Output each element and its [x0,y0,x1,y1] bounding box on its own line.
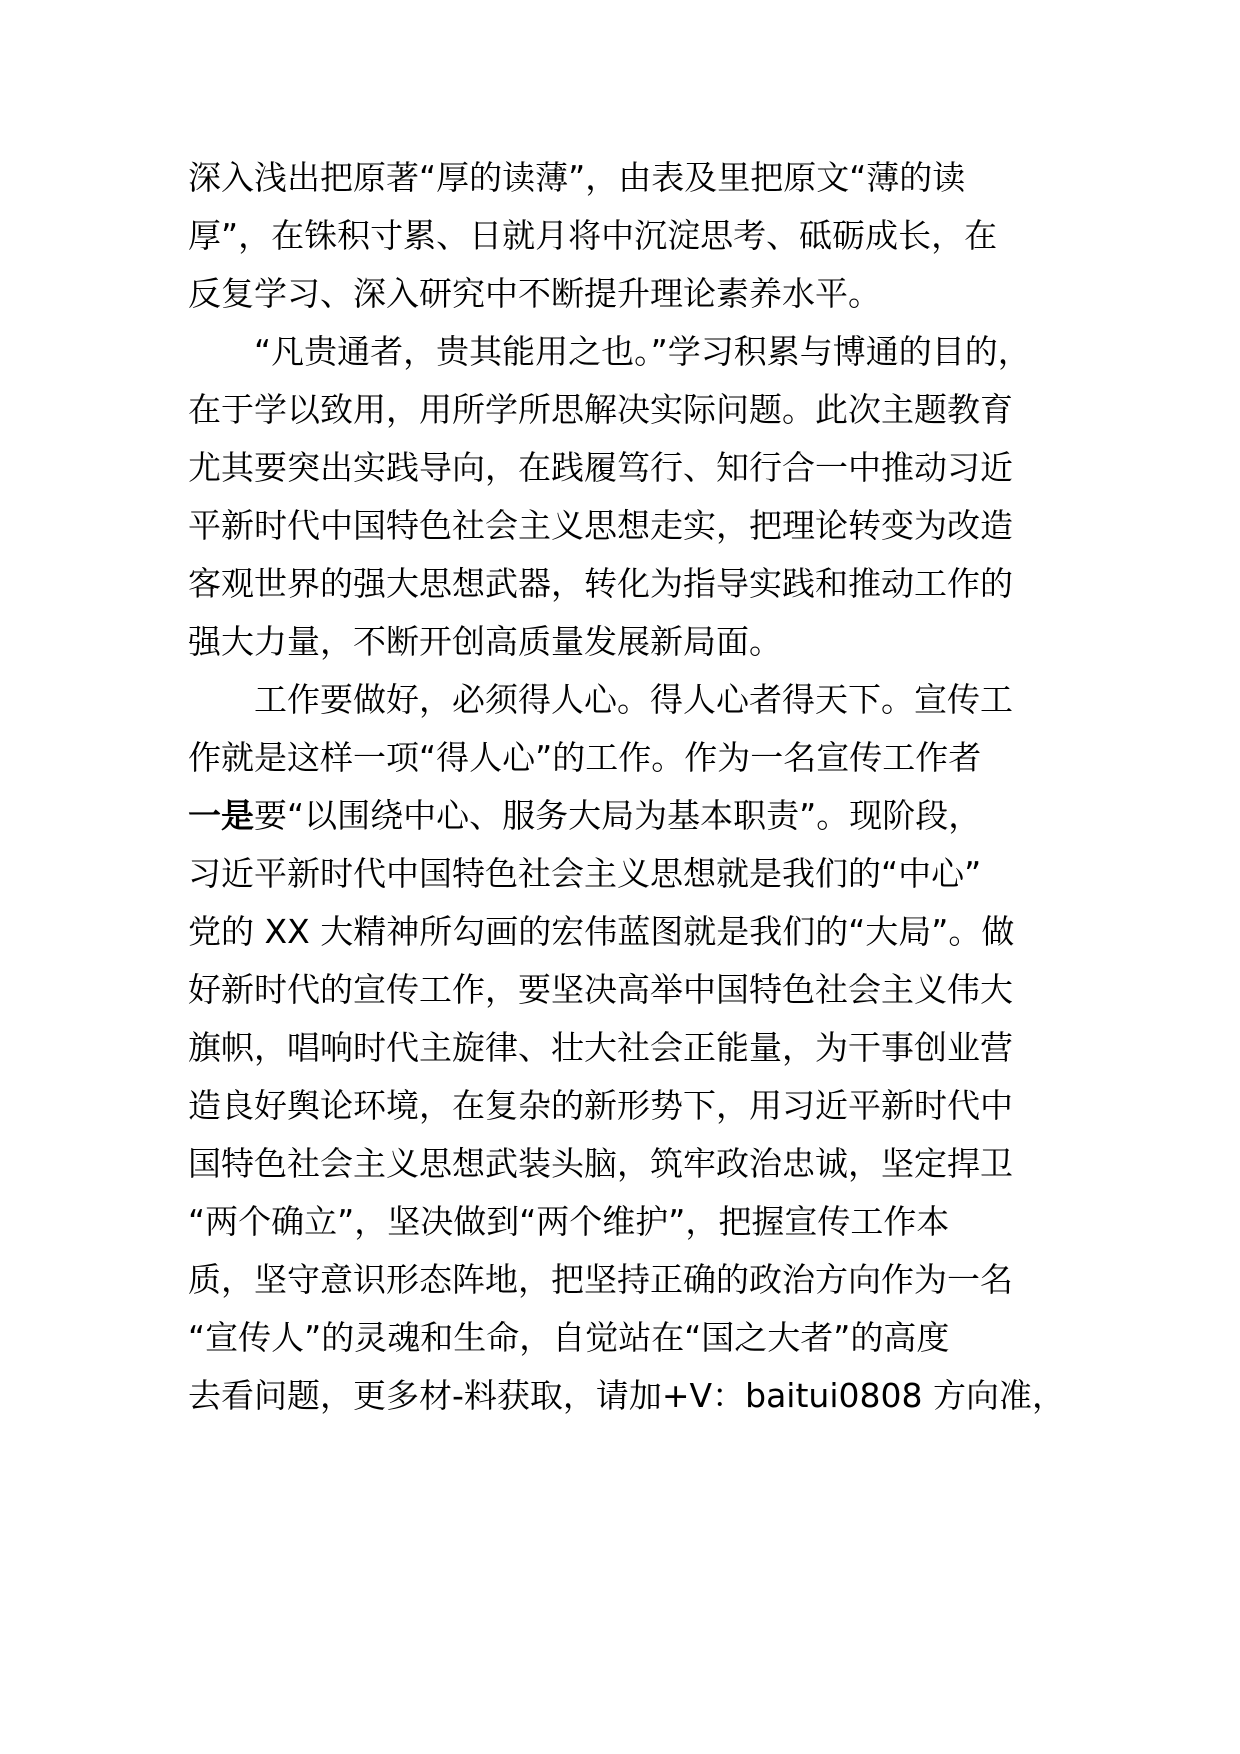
paragraph-2-line-6: 强大力量，不断开创高质量发展新局面。 [188,622,782,661]
paragraph-1-line-1: 深入浅出把原著“厚的读薄”，由表及里把原文“薄的读 [188,158,966,197]
paragraph-1-line-3: 反复学习、深入研究中不断提升理论素养水平。 [188,274,881,313]
paragraph-3-line-11: 质，坚守意识形态阵地，把坚持正确的政治方向作为一名 [188,1260,1013,1299]
paragraph-2-line-3: 尤其要突出实践导向，在践履笃行、知行合一中推动习近 [188,448,1013,487]
bold-prefix: 一是 [188,796,254,835]
paragraph-3-line-10: “两个确立”，坚决做到“两个维护”，把握宣传工作本 [188,1202,950,1241]
paragraph-3-line-4: 习近平新时代中国特色社会主义思想就是我们的“中心” [188,854,982,893]
paragraph-2-line-4: 平新时代中国特色社会主义思想走实，把理论转变为改造 [188,506,1013,545]
line-text: 要“以围绕中心、服务大局为基本职责”。现阶段， [254,796,982,835]
paragraph-2-line-2: 在于学以致用，用所学所思解决实际问题。此次主题教育 [188,390,1013,429]
paragraph-3-line-1: 工作要做好，必须得人心。得人心者得天下。宣传工 [254,680,1013,719]
paragraph-3-line-7: 旗帜，唱响时代主旋律、壮大社会正能量，为干事创业营 [188,1028,1013,1067]
paragraph-1-line-2: 厚”，在铢积寸累、日就月将中沉淀思考、砥砺成长，在 [188,216,998,255]
paragraph-3-line-3 [188,784,1088,848]
paragraph-3-line-2: 作就是这样一项“得人心”的工作。作为一名宣传工作者 [188,738,982,777]
paragraph-3-line-8: 造良好舆论环境，在复杂的新形势下，用习近平新时代中 [188,1086,1013,1125]
paragraph-2-line-1: “凡贵通者，贵其能用之也。”学习积累与博通的目的， [254,332,1031,371]
paragraph-3-line-5: 党的 XX 大精神所勾画的宏伟蓝图就是我们的“大局”。做 [188,912,1015,951]
paragraph-3-line-13: 去看问题，更多材-料获取，请加+V：baitui0808 方向准， [188,1376,1065,1415]
paragraph-3-line-9: 国特色社会主义思想武装头脑，筑牢政治忠诚，坚定捍卫 [188,1144,1013,1183]
paragraph-3-line-6: 好新时代的宣传工作，要坚决高举中国特色社会主义伟大 [188,970,1013,1009]
paragraph-2-line-5: 客观世界的强大思想武器，转化为指导实践和推动工作的 [188,564,1013,603]
paragraph-3-line-12: “宣传人”的灵魂和生命，自觉站在“国之大者”的高度 [188,1318,950,1357]
